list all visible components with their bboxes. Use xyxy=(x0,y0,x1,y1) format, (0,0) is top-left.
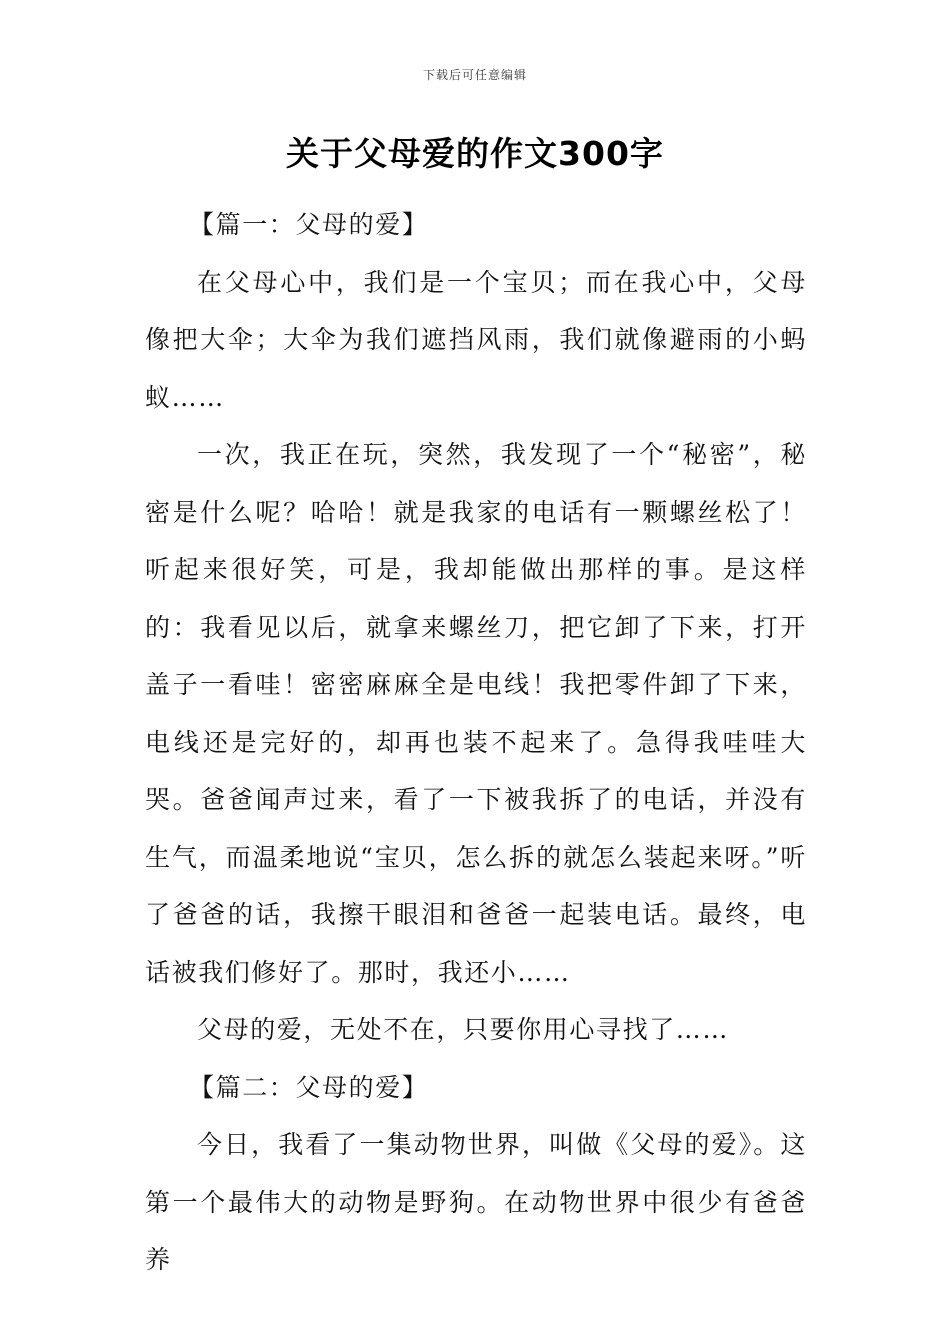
header-note: 下载后可任意编辑 xyxy=(422,68,527,82)
section-heading-1: 【篇一：父母的爱】 xyxy=(189,210,429,239)
paragraph-3: 父母的爱，无处不在，只要你用心寻找了…… xyxy=(197,1015,730,1044)
document-body xyxy=(145,196,807,1289)
section-heading-2: 【篇二：父母的爱】 xyxy=(189,1072,429,1102)
document-title: 关于父母爱的作文300字 xyxy=(286,134,664,173)
paragraph-1: 在父母心中，我们是一个宝贝；而在我心中，父母像把大伞；大伞为我们遮挡风雨，我们就像避雨的小蚂蚁…… xyxy=(145,267,807,412)
paragraph-4: 今日，我看了一集动物世界，叫做《父母的爱》。这第一个最伟大的动物是野狗。在动物世界中很少有爸爸养 xyxy=(145,1130,807,1274)
paragraph-2: 一次，我正在玩，突然，我发现了一个“秘密”，秘密是什么呢？哈哈！就是我家的电话有一颗螺丝松了！听起来很好笑，可是，我却能做出那样的事。是这样的：我看见以后，就拿来螺丝刀，把它卸了下来，打开盖子一看哇！密密麻麻全是电线！我把零件卸了下来，电线还是完好的，却再也装不起来了。急得我哇哇大哭。爸爸闻声过来，看了一下被我拆了的电话，并没有生气，而温柔地说“宝贝，怎么拆的就怎么装起来呀。”听了爸爸的话，我擦干眼泪和爸爸一起装电话。最终，电话被我们修好了。那时，我还小…… xyxy=(145,440,807,987)
